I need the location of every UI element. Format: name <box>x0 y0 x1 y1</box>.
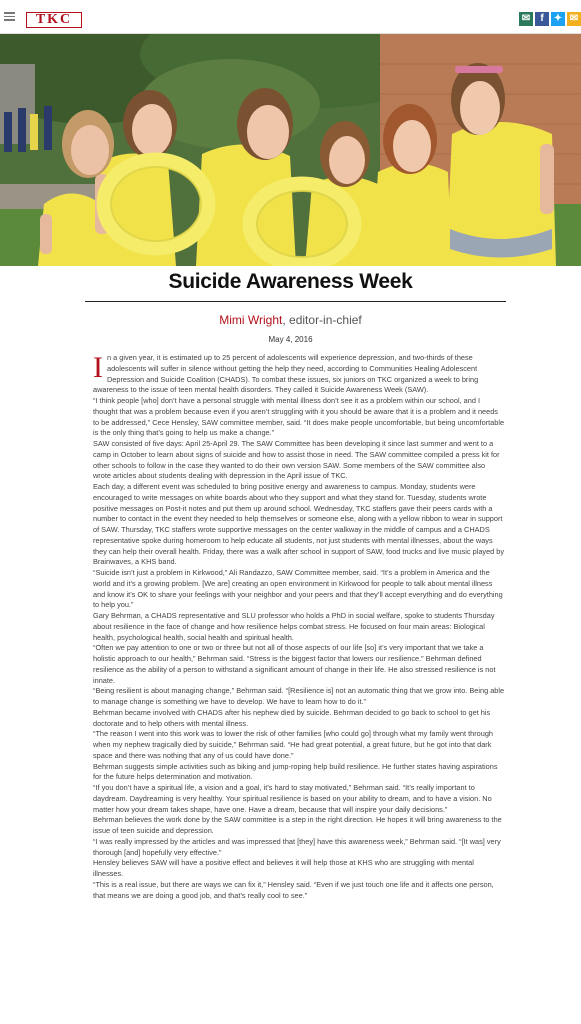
byline <box>0 313 581 327</box>
article-paragraph: Hensley believes SAW will have a positive effect and believes it will help those at KHS who are struggling with mental illnesses. <box>93 858 474 878</box>
article-paragraph: “Suicide isn’t just a problem in Kirkwood,” Ali Randazzo, SAW Committee member, said. “It’s a problem in America and the world and it’s a growing problem. [We are] creating an open environment in Kirkwood for people to talk about mental illness and know it’s OK to share your feelings with your neighbor and your peers and that they’ll accept everything and do everything to help you.” <box>93 568 503 610</box>
article-paragraph: Each day, a different event was scheduled to bring positive energy and awareness to campus. Monday, students were encouraged to write messages on white boards about who they support and what they stand for. Tuesday, students wrote positive messages on Post-it notes and put them up around school. Wednesday, TKC staffers gave their peers cards with a number to contact in the event they needed to help themselves or someone else, along with a yellow ribbon to wear in support of SAW. Thursday, TKC staffers wrote supportive messages on the center walkway in the middle of campus and a CHADS representative spoke during homeroom to help educate all students, not just students with mental illnesses, about the ways they can help their overall health. Friday, there was a walk after school in support of SAW, food trucks and live music played by Brainwaves, a KHS band. <box>93 482 505 567</box>
top-bar <box>0 0 581 34</box>
site-logo[interactable]: TKC <box>26 12 82 28</box>
article-paragraph: SAW consisted of five days: April 25-April 29. The SAW Committee has been developing it since last summer and went to a camp in October to learn about signs of suicide and how to assist those in need. The SAW committee compiled a press kit for other schools to follow in the case they wanted to do their own version SAW. Some members of the SAW committee also wrote articles about students dealing with depression in the April issue of TKC. <box>93 439 500 481</box>
hero-photo <box>0 34 581 266</box>
drop-cap: I <box>93 351 103 384</box>
title-divider <box>85 301 506 302</box>
article-body <box>93 353 505 901</box>
article-paragraph: “I was really impressed by the articles and was impressed that [they] have this awareness week,” Behrman said. “[It was] very thorough [and] hopefully very effective.” <box>93 836 501 857</box>
facebook-icon[interactable]: f <box>535 12 549 26</box>
article-paragraph: “The reason I went into this work was to lower the risk of other families [who could go] through what my family went through when my nephew tragically died by suicide,” Behrman said. “He had great potential, a great future, but he got into that dark space and there was nothing that any of us could have done.” <box>93 729 494 760</box>
hamburger-menu-icon[interactable] <box>4 12 15 21</box>
article-paragraph: Behrman became involved with CHADS after his nephew died by suicide. Behrman decided to go back to school to get his doctorate and to help others with mental illness. <box>93 707 491 728</box>
article-paragraph: “This is a real issue, but there are ways we can fix it,” Hensley said. “Even if we just touch one life and it affects one person, that means we are doing a good job, and that’s really cool to see.” <box>93 879 494 900</box>
article-paragraph: Behrman believes the work done by the SAW committee is a step in the right direction. He hopes it will bring awareness to the issue of teen suicide and depression. <box>93 815 502 835</box>
email-icon[interactable]: ✉ <box>567 12 581 26</box>
article-title: Suicide Awareness Week <box>168 270 413 293</box>
article-paragraph: “I think people [who] don’t have a personal struggle with mental illness don’t see it as a problem within our school, and I thought that was a problem because even if you aren’t struggling with it you should be aware that it is a problem and it needs to be addressed,” Cece Hensley, SAW committee member, said. “It does make people uncomfortable, but being uncomfortable is the only thing that’s going to help us make a change.” <box>93 396 505 438</box>
article-paragraph: Behrman suggests simple activities such as biking and jump-roping help build resilience. He further states having aspirations for the future helps determination and motivation. <box>93 761 498 782</box>
twitter-icon[interactable]: ✦ <box>551 12 565 26</box>
author-link[interactable]: Mimi Wright <box>219 313 283 327</box>
article-paragraph: Gary Behrman, a CHADS representative and SLU professor who holds a PhD in social welfare, spoke to students Thursday about resilience in the face of change and how resilience helps combat stress. He focused on four main areas: Biological health, psychological health, social health and spiritual health. <box>93 611 495 642</box>
hero-photo-illustration <box>0 34 581 266</box>
article-paragraph: “Being resilient is about managing change,” Behrman said. “[Resilience is] not an automatic thing that we grow into. Being able to manage change is something we have to develop. We have to learn how to do it.” <box>93 686 505 706</box>
comment-icon[interactable]: ✉ <box>519 12 533 26</box>
article-paragraph: “If you don’t have a spiritual life, a vision and a goal, it’s hard to stay motivated,” Behrman said. “It’s really important to daydream. Daydreaming is very healthy. Your spiritual resilience is based on your ability to dream, and to have a vision. No matter how your dream takes shape, have one. Have a dream, because that will inspire your daily decisions.” <box>93 783 492 814</box>
article-paragraph: “Often we pay attention to one or two or three but not all of those aspects of our life [so] it’s very important that we take a holistic approach to our health,” Behrman said. “Stress is the biggest factor that lowers our resilience.” Behrman defined resilience as the ability of a person to withstand a significant amount of change in their life. He also stressed resilience is not innate. <box>93 643 496 685</box>
publish-date: May 4, 2016 <box>268 335 313 344</box>
author-role: , editor-in-chief <box>282 313 362 327</box>
share-bar <box>519 12 581 26</box>
article-paragraph: In a given year, it is estimated up to 25 percent of adolescents will experience depression, and two-thirds of these adolescents will suffer in silence without getting the help they need, according to Communities Healing Adolescent Depression and Suicide Coalition (CHADS). To combat these issues, six juniors on TKC organized a week to bring awareness to the issue of teen mental health disorders. They called it Suicide Awareness Week (SAW). <box>93 351 479 395</box>
